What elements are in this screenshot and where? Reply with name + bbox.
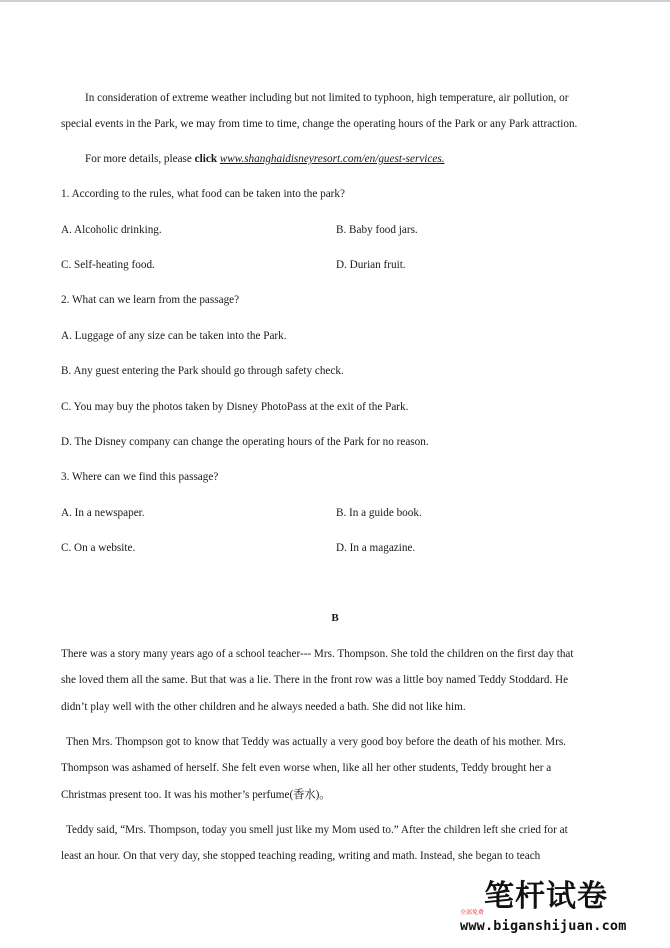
paragraph-3-line-1: Teddy said, “Mrs. Thompson, today you smell just like my Mom used to.” After the children left she cried for at (66, 824, 568, 836)
paragraph-2-line-1: Then Mrs. Thompson got to know that Teddy was actually a very good boy before the death of his mother. Mrs. (66, 736, 566, 748)
question-2-option-a: A. Luggage of any size can be taken into the Park. (61, 330, 287, 342)
question-3-option-b: B. In a guide book. (336, 507, 422, 519)
question-3-stem: 3. Where can we find this passage? (61, 471, 219, 483)
details-prefix: For more details, please (85, 153, 195, 165)
question-3-option-c: C. On a website. (61, 542, 136, 554)
paragraph-2-line-3: Christmas present too. It was his mother’s perfume(香水)。 (61, 789, 331, 801)
question-1-option-c: C. Self-heating food. (61, 259, 155, 271)
question-1-option-d: D. Durian fruit. (336, 259, 406, 271)
question-2-option-d: D. The Disney company can change the operating hours of the Park for no reason. (61, 436, 429, 448)
details-line (85, 152, 445, 166)
paragraph-2-line-2: Thompson was ashamed of herself. She felt even worse when, like all her other students, Teddy brought her a (61, 762, 552, 774)
question-1-option-a: A. Alcoholic drinking. (61, 224, 162, 236)
question-2-stem: 2. What can we learn from the passage? (61, 294, 240, 306)
paragraph-1-line-2: she loved them all the same. But that was a lie. There in the front row was a little boy named Teddy Stoddard. He (61, 674, 569, 686)
question-2-option-c: C. You may buy the photos taken by Disney PhotoPass at the exit of the Park. (61, 401, 409, 413)
watermark-title: 笔杆试卷 (484, 879, 608, 914)
top-border (0, 0, 670, 2)
paragraph-3-line-2: least an hour. On that very day, she stopped teaching reading, writing and math. Instead, she began to teach (61, 850, 541, 862)
details-click: click (194, 153, 218, 165)
section-b-heading: B (331, 612, 339, 624)
paragraph-1-line-1: There was a story many years ago of a school teacher--- Mrs. Thompson. She told the children on the first day that (61, 648, 574, 660)
watermark-url: www.biganshijuan.com (460, 918, 627, 934)
question-3-option-d: D. In a magazine. (336, 542, 416, 554)
question-3-option-a: A. In a newspaper. (61, 507, 145, 519)
intro-line-2: special events in the Park, we may from time to time, change the operating hours of the Park or any Park attraction. (61, 118, 578, 130)
guest-services-link[interactable]: www.shanghaidisneyresort.com/en/guest-services. (219, 153, 445, 165)
question-1-stem: 1. According to the rules, what food can be taken into the park? (61, 188, 345, 200)
watermark-tag: 全部免费 (460, 908, 484, 916)
paragraph-1-line-3: didn’t play well with the other children and he always needed a bath. She did not like him. (61, 701, 466, 713)
question-2-option-b: B. Any guest entering the Park should go through safety check. (61, 365, 344, 377)
watermark-logo (458, 880, 663, 942)
question-1-option-b: B. Baby food jars. (336, 224, 418, 236)
intro-line-1: In consideration of extreme weather including but not limited to typhoon, high temperature, air pollution, or (85, 92, 569, 104)
